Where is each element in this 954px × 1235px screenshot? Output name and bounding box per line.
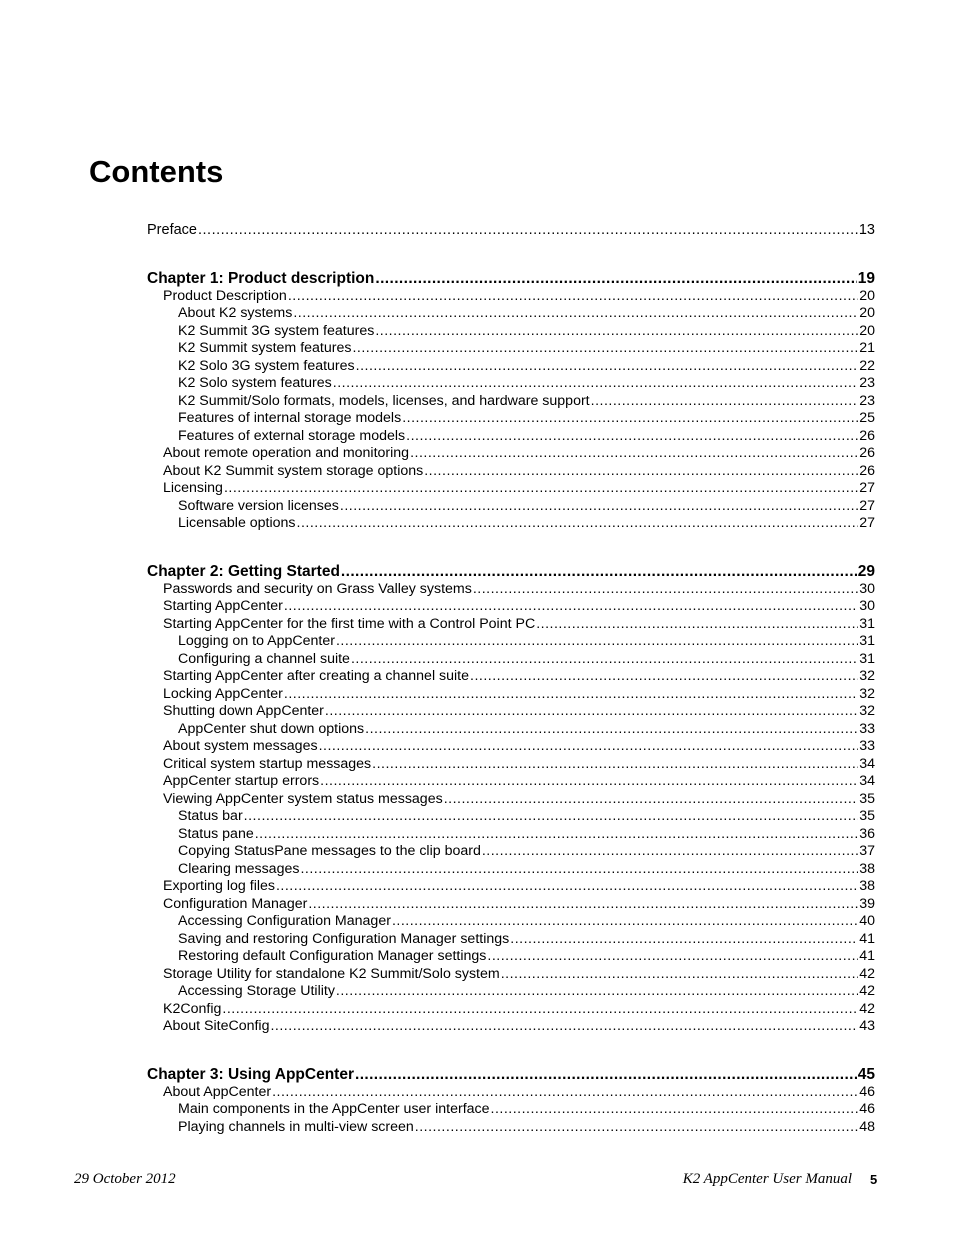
toc-entry-title: Software version licenses — [178, 497, 339, 514]
dot-leader — [352, 340, 858, 358]
dot-leader — [222, 1001, 858, 1019]
toc-entry-page: 41 — [859, 948, 875, 964]
dot-leader — [501, 966, 859, 984]
toc-entry-page: 43 — [859, 1018, 875, 1034]
toc-entry-page: 34 — [859, 755, 875, 772]
toc-entry[interactable] — [147, 340, 875, 358]
toc-entry[interactable] — [147, 1001, 875, 1019]
toc-entry-title: Accessing Configuration Manager — [178, 913, 391, 929]
dot-leader — [319, 738, 859, 756]
dot-leader — [308, 896, 858, 914]
dot-leader — [536, 616, 858, 634]
toc-entry-title: Chapter 3: Using AppCenter — [147, 1066, 354, 1083]
dot-leader — [276, 878, 858, 896]
toc-entry[interactable] — [147, 375, 875, 393]
toc-entry-page: 39 — [859, 895, 875, 912]
dot-leader — [336, 633, 858, 651]
dot-leader — [470, 668, 858, 686]
dot-leader — [487, 948, 858, 966]
toc-entry-title: AppCenter startup errors — [163, 773, 320, 789]
toc-entry-title: About SiteConfig — [163, 1018, 270, 1034]
dot-leader — [341, 563, 857, 581]
toc-entry-title: Copying StatusPane messages to the clip board — [178, 843, 481, 859]
dot-leader — [320, 773, 858, 791]
toc-entry-title: About AppCenter — [163, 1083, 272, 1100]
dot-leader — [410, 445, 858, 463]
toc-entry-title: Starting AppCenter — [163, 598, 283, 614]
toc-entry-page: 27 — [859, 480, 875, 496]
toc-entry-page: 42 — [859, 965, 875, 982]
dot-leader — [244, 808, 859, 826]
toc-entry[interactable] — [147, 808, 875, 826]
toc-entry-page: 33 — [859, 738, 875, 754]
toc-entry-title: Playing channels in multi-view screen — [178, 1118, 414, 1135]
dot-leader — [224, 480, 858, 498]
toc-entry[interactable] — [147, 410, 875, 428]
toc-entry-title: Licensing — [163, 480, 223, 496]
toc-chapter-entry[interactable] — [147, 270, 875, 288]
dot-leader — [333, 375, 858, 393]
toc-entry[interactable] — [147, 445, 875, 463]
toc-entry-title: K2 Solo system features — [178, 375, 332, 391]
toc-entry-title: Storage Utility for standalone K2 Summit/Solo system — [163, 965, 500, 982]
dot-leader — [198, 222, 858, 240]
toc-entry[interactable] — [147, 1101, 875, 1119]
dot-leader — [325, 703, 858, 721]
toc-entry[interactable] — [147, 913, 875, 931]
toc-entry-page: 26 — [859, 462, 875, 479]
toc-entry-title: Viewing AppCenter system status messages — [163, 790, 443, 807]
dot-leader — [284, 598, 858, 616]
dot-leader — [510, 931, 858, 949]
dot-leader — [372, 756, 858, 774]
toc-entry[interactable] — [147, 791, 875, 809]
toc-entry[interactable] — [147, 515, 875, 533]
toc-entry-title: About K2 systems — [178, 305, 293, 321]
toc-entry-page: 26 — [859, 427, 875, 444]
toc-entry-title: K2 Solo 3G system features — [178, 357, 355, 374]
toc-entry-title: K2Config — [163, 1000, 222, 1017]
dot-leader — [415, 1119, 858, 1137]
toc-entry[interactable] — [147, 826, 875, 844]
toc-entry[interactable] — [147, 738, 875, 756]
toc-entry-page: 30 — [859, 580, 875, 597]
toc-entry[interactable] — [147, 581, 875, 599]
toc-entry[interactable] — [147, 428, 875, 446]
dot-leader — [356, 358, 859, 376]
toc-entry[interactable] — [147, 616, 875, 634]
toc-entry[interactable] — [147, 756, 875, 774]
toc-entry[interactable] — [147, 948, 875, 966]
toc-entry-page: 21 — [859, 340, 875, 356]
toc-entry-page: 29 — [857, 563, 875, 580]
toc-entry-title: Chapter 2: Getting Started — [147, 563, 340, 580]
toc-entry[interactable] — [147, 931, 875, 949]
dot-leader — [284, 686, 858, 704]
toc-entry-page: 37 — [859, 843, 875, 859]
toc-entry-page: 34 — [859, 773, 875, 789]
dot-leader — [288, 288, 858, 306]
dot-leader — [355, 1066, 857, 1084]
toc-entry[interactable] — [147, 463, 875, 481]
dot-leader — [491, 1101, 859, 1119]
toc-entry-page: 20 — [859, 322, 875, 339]
footer-manual-title: K2 AppCenter User Manual — [682, 1171, 852, 1187]
toc-entry-page: 40 — [859, 913, 875, 929]
toc-chapter-entry[interactable] — [147, 1066, 875, 1084]
toc-entry[interactable] — [147, 651, 875, 669]
toc-entry-title: Logging on to AppCenter — [178, 633, 335, 649]
dot-leader — [297, 515, 859, 533]
dot-leader — [300, 861, 858, 879]
toc-entry[interactable] — [147, 480, 875, 498]
toc-entry-page: 36 — [859, 825, 875, 842]
toc-entry[interactable] — [147, 686, 875, 704]
toc-entry-title: Starting AppCenter for the first time with a Control Point PC — [163, 615, 536, 632]
toc-entry-page: 20 — [859, 287, 875, 304]
toc-entry-title: Critical system startup messages — [163, 755, 372, 772]
toc-entry-page: 32 — [859, 703, 875, 719]
toc-entry-title: Saving and restoring Configuration Manager settings — [178, 930, 510, 947]
toc-entry[interactable] — [147, 721, 875, 739]
toc-entry-page: 26 — [859, 445, 875, 461]
toc-entry-page: 45 — [857, 1066, 875, 1083]
toc-entry-page: 27 — [859, 497, 875, 514]
toc-entry[interactable] — [147, 861, 875, 879]
toc-entry[interactable] — [147, 393, 875, 411]
page-title: Contents — [89, 154, 224, 189]
dot-leader — [340, 498, 858, 516]
toc-entry[interactable] — [147, 703, 875, 721]
toc-entry-page: 42 — [859, 1000, 875, 1017]
toc-entry-title: Starting AppCenter after creating a channel suite — [163, 668, 470, 684]
toc-entry-page: 48 — [859, 1118, 875, 1135]
toc-entry-title: About K2 Summit system storage options — [163, 462, 424, 479]
dot-leader — [351, 651, 858, 669]
dot-leader — [272, 1084, 858, 1102]
toc-entry-page: 25 — [859, 410, 875, 426]
dot-leader — [473, 581, 858, 599]
toc-entry-title: Passwords and security on Grass Valley systems — [163, 580, 472, 597]
toc-entry[interactable] — [147, 1018, 875, 1036]
dot-leader — [444, 791, 859, 809]
toc-entry-title: Accessing Storage Utility — [178, 983, 335, 999]
footer-page-number: 5 — [870, 1172, 878, 1187]
toc-entry[interactable] — [147, 843, 875, 861]
toc-entry[interactable] — [147, 305, 875, 323]
toc-entry-title: K2 Summit 3G system features — [178, 322, 375, 339]
toc-entry[interactable] — [147, 288, 875, 306]
toc-entry-page: 35 — [859, 790, 875, 807]
dot-leader — [482, 843, 858, 861]
dot-leader — [336, 983, 858, 1001]
toc-entry-page: 22 — [859, 357, 875, 374]
dot-leader — [591, 393, 859, 411]
toc-entry[interactable] — [147, 1119, 875, 1137]
dot-leader — [270, 1018, 858, 1036]
toc-entry-title: Main components in the AppCenter user interface — [178, 1101, 490, 1117]
toc-entry-page: 46 — [859, 1083, 875, 1100]
toc-entry-page: 30 — [859, 598, 875, 614]
dot-leader — [293, 305, 858, 323]
toc-entry-page: 23 — [859, 375, 875, 391]
toc-entry-page: 41 — [859, 930, 875, 947]
dot-leader — [365, 721, 858, 739]
toc-entry-title: K2 Summit/Solo formats, models, licenses, and hardware support — [178, 392, 590, 409]
dot-leader — [402, 410, 858, 428]
toc-entry-page: 42 — [859, 983, 875, 999]
toc-entry-page: 38 — [859, 860, 875, 877]
dot-leader — [424, 463, 858, 481]
toc-entry-title: Licensable options — [178, 515, 296, 531]
toc-entry[interactable] — [147, 668, 875, 686]
toc-entry-title: AppCenter shut down options — [178, 720, 365, 737]
toc-entry[interactable] — [147, 896, 875, 914]
toc-entry-title: Status bar — [178, 808, 243, 824]
toc-entry-title: About remote operation and monitoring — [163, 445, 410, 461]
toc-entry-title: Preface — [147, 222, 197, 238]
toc-entry-title: Exporting log files — [163, 878, 275, 894]
toc-entry-title: Restoring default Configuration Manager settings — [178, 948, 487, 964]
toc-entry[interactable] — [147, 983, 875, 1001]
dot-leader — [392, 913, 858, 931]
toc-entry-page: 13 — [858, 222, 875, 238]
toc-entry-title: Locking AppCenter — [163, 685, 283, 702]
toc-entry-page: 46 — [859, 1101, 875, 1117]
toc-entry-page: 31 — [859, 633, 875, 649]
dot-leader — [375, 323, 858, 341]
table-of-contents — [147, 222, 875, 1136]
toc-entry-page: 38 — [859, 878, 875, 894]
toc-entry-page: 20 — [859, 305, 875, 321]
toc-entry-title: Configuring a channel suite — [178, 650, 350, 667]
toc-entry-page: 33 — [859, 720, 875, 737]
toc-entry-title: Product Description — [163, 287, 287, 304]
toc-entry-page: 35 — [859, 808, 875, 824]
toc-entry-title: Configuration Manager — [163, 895, 308, 912]
toc-entry[interactable] — [147, 598, 875, 616]
toc-entry-title: About system messages — [163, 738, 318, 754]
toc-entry-title: Clearing messages — [178, 860, 300, 877]
toc-entry[interactable] — [147, 966, 875, 984]
toc-entry[interactable] — [147, 498, 875, 516]
toc-entry-page: 32 — [859, 685, 875, 702]
dot-leader — [255, 826, 858, 844]
toc-entry-title: Status pane — [178, 825, 254, 842]
dot-leader — [375, 270, 856, 288]
toc-entry-title: Chapter 1: Product description — [147, 270, 375, 287]
toc-entry-title: Features of internal storage models — [178, 410, 402, 426]
toc-entry-page: 32 — [859, 668, 875, 684]
toc-entry-title: Shutting down AppCenter — [163, 703, 324, 719]
toc-entry-page: 23 — [859, 392, 875, 409]
toc-entry-title: Features of external storage models — [178, 427, 406, 444]
toc-entry[interactable] — [147, 222, 875, 240]
toc-entry[interactable] — [147, 773, 875, 791]
toc-entry[interactable] — [147, 878, 875, 896]
dot-leader — [406, 428, 858, 446]
toc-chapter-entry[interactable] — [147, 563, 875, 581]
toc-entry-page: 27 — [859, 515, 875, 531]
toc-entry[interactable] — [147, 358, 875, 376]
footer-date: 29 October 2012 — [74, 1171, 176, 1187]
toc-entry-page: 31 — [859, 650, 875, 667]
toc-entry-title: K2 Summit system features — [178, 340, 352, 356]
toc-entry[interactable] — [147, 323, 875, 341]
toc-entry[interactable] — [147, 633, 875, 651]
toc-entry[interactable] — [147, 1084, 875, 1102]
toc-entry-page: 31 — [859, 615, 875, 632]
toc-entry-page: 19 — [857, 270, 875, 287]
